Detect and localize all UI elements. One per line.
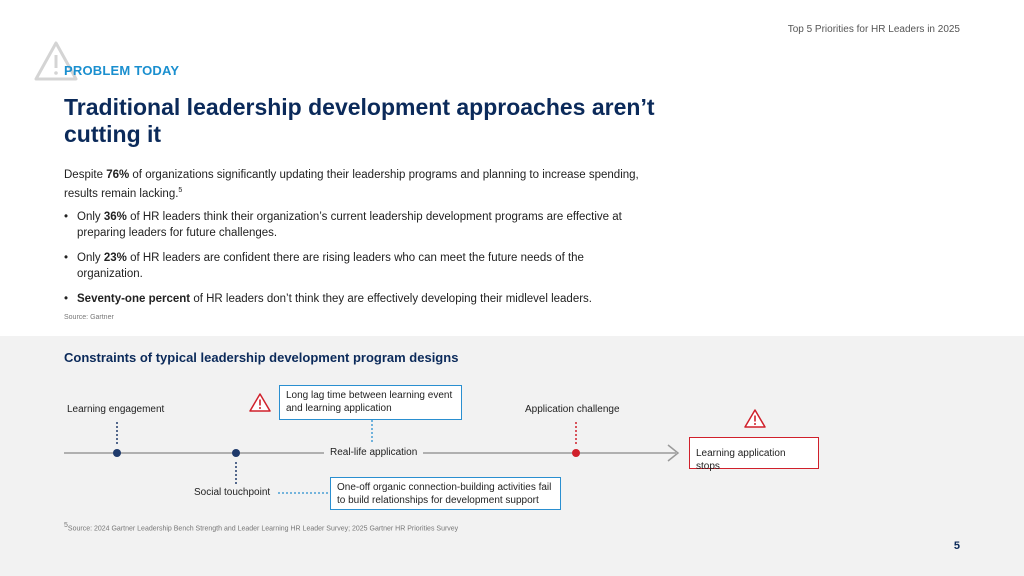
intro-stat: 76% <box>106 169 130 181</box>
intro-paragraph: Despite 76% of organizations significantly updating their leadership programs and planning to increase spending, results remain lacking.$^5$ <box>64 169 639 200</box>
application-stops-box: Learning application stops <box>689 437 819 469</box>
social-touchpoint-dot <box>232 449 240 457</box>
source-note: Source: Gartner <box>64 314 114 321</box>
social-touchpoint-label: Social touchpoint <box>194 487 271 498</box>
real-life-application-label: Real-life application <box>324 447 423 458</box>
page-title: Traditional leadership development approaches aren’t cutting it <box>64 94 655 147</box>
learning-engagement-dot <box>113 449 121 457</box>
lag-time-box: Long lag time between learning event and learning application <box>279 385 462 420</box>
footnote: $^5$Source: 2024 Gartner Leadership Bench Strength and Leader Learning HR Leader Survey; 2025 Gartner HR Priorities Survey <box>64 522 459 533</box>
warning-icon <box>745 410 765 427</box>
list-item: • Seventy-one percent of HR leaders don’t think they are effectively developing their midlevel leaders. <box>64 291 644 307</box>
page-number: 5 <box>953 540 960 552</box>
learning-engagement-label: Learning engagement <box>67 404 165 415</box>
constraints-diagram <box>0 380 1024 525</box>
footnote-ref: 5 <box>178 187 183 194</box>
application-challenge-dot <box>572 449 580 457</box>
list-item: • Only 36% of HR leaders think their organization’s current leadership development programs are effective at preparing leaders for future challenges. <box>64 209 644 241</box>
connection-building-box: One-off organic connection-building activities fail to build relationships for development support <box>330 477 561 510</box>
section-eyebrow: PROBLEM TODAY <box>64 63 180 78</box>
stats-list <box>64 209 644 316</box>
diagram-title: Constraints of typical leadership development program designs <box>64 350 459 365</box>
deck-title: Top 5 Priorities for HR Leaders in 2025 <box>787 24 960 35</box>
warning-icon <box>250 394 270 411</box>
application-challenge-label: Application challenge <box>525 404 620 415</box>
list-item: • Only 23% of HR leaders are confident there are rising leaders who can meet the future needs of the organization. <box>64 250 644 282</box>
